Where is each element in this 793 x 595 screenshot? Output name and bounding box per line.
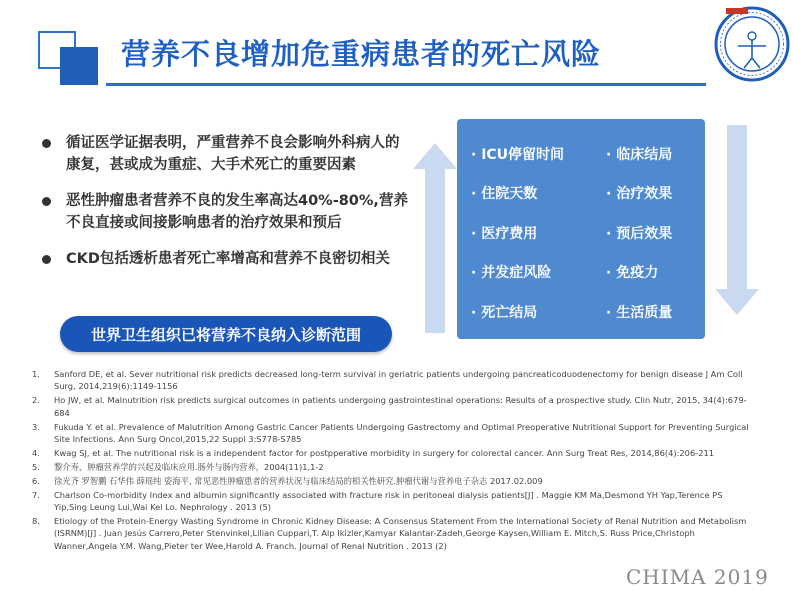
title-underline — [106, 83, 706, 86]
reference-number: 3. — [32, 421, 40, 432]
slide-title: 营养不良增加危重病患者的死亡风险 — [121, 37, 602, 71]
reference-text: Ho JW, et al. Malnutrition risk predicts surgical outcomes in patients undergoing gastrointestinal operations: Results of a prospective study. Clin Nutr, 2015, 34(4):679-684 — [54, 395, 747, 418]
up-arrow-icon — [413, 143, 457, 333]
outcome-item: · 预后效果 — [606, 226, 673, 242]
reference-number: 8. — [32, 515, 40, 526]
bullet-dot-icon — [42, 197, 51, 206]
outcome-item: · ICU停留时间 — [471, 147, 565, 163]
decorative-square-fill — [60, 47, 98, 85]
outcome-item: · 并发症风险 — [471, 265, 552, 281]
down-arrow-icon — [715, 125, 759, 315]
hospital-logo-icon — [712, 4, 792, 84]
reference-item — [32, 489, 752, 514]
outcome-item: · 临床结局 — [606, 147, 673, 163]
reference-item — [32, 447, 752, 459]
reference-text: Sanford DE, et al. Sever nutritional risk predicts decreased long-term survival in geriatric patients undergoing pancreaticoduodenectomy for benign disease J Am Coll Surg, 2014,219(6):1149-1156 — [54, 369, 743, 392]
reference-item — [32, 394, 752, 419]
reference-text: 黎介寿，肿瘤营养学的兴起及临床应用.肠外与肠内营养，2004(11)1,1-2 — [54, 461, 324, 472]
bullet-dot-icon — [42, 139, 51, 148]
bullet-item — [42, 190, 412, 234]
bullet-text: 恶性肿瘤患者营养不良的发生率高达40%-80%,营养不良直接或间接影响患者的治疗效果和预后 — [66, 193, 408, 231]
reference-text: Kwag SJ, et al. The nutritional risk is a independent factor for postpperative morbidity in surgery for colorectal cancer. Ann Surg Treat Res, 2014,86(4):206-211 — [54, 447, 715, 458]
reference-number: 7. — [32, 489, 40, 500]
reference-item — [32, 368, 752, 393]
reference-item — [32, 461, 752, 473]
outcome-item: · 免疫力 — [606, 265, 659, 281]
reference-number: 6. — [32, 475, 40, 486]
outcome-item: · 住院天数 — [471, 186, 538, 202]
footer-brand: CHIMA 2019 — [626, 565, 769, 589]
reference-text: Etiology of the Protein-Energy Wasting Syndrome in Chronic Kidney Disease: A Consensus Statement From the International Society of Renal Nutrition and Metabolism (ISRNM)[J] . Juan Jesús Carrero,Peter Stenvinkel,Lilian Cuppari,T. Alp Ikizler,Kamyar Kalantar-Zadeh,George Kaysen,William E. Mitch,S. Russ Price,Christoph Wanner,Angela Y.M. Wang,Pieter ter Wee,Harold A. Franch. Journal of Renal Nutrition . 2013 (2) — [54, 515, 747, 551]
reference-number: 5. — [32, 461, 40, 472]
bullet-item — [42, 248, 412, 270]
reference-number: 4. — [32, 447, 40, 458]
references-list — [32, 368, 752, 554]
outcomes-panel — [457, 119, 705, 339]
outcome-item: · 生活质量 — [606, 305, 673, 321]
reference-number: 1. — [32, 369, 40, 379]
reference-item — [32, 515, 752, 552]
who-banner: 世界卫生组织已将营养不良纳入诊断范围 — [60, 316, 392, 352]
bullet-dot-icon — [42, 255, 51, 264]
bullet-text: CKD包括透析患者死亡率增高和营养不良密切相关 — [66, 251, 390, 267]
bullet-list — [42, 132, 412, 284]
bullet-item — [42, 132, 412, 176]
reference-item — [32, 475, 752, 487]
reference-text: Charlson Co-morbidity Index and albumin significantly associated with fracture risk in peritoneal dialysis patients[J] . Maggie KM Ma,Desmond YH Yap,Terence PS Yip,Sing Leung Lui,Wai Kei Lo. Nephrology . 2013 (5) — [54, 489, 723, 513]
outcome-item: · 死亡结局 — [471, 305, 538, 321]
outcome-item: · 治疗效果 — [606, 186, 673, 202]
outcome-item: · 医疗费用 — [471, 226, 538, 242]
reference-number: 2. — [32, 395, 40, 406]
reference-text: Fukuda Y. et al. Prevalence of Malutrition Among Gastric Cancer Patients Undergoing Gastrectomy and Optimal Preoperative Nutritional Support for Preventing Surgical Site Infections. Ann Surg Oncol,2015,22 Suppl 3:S778-S785 — [54, 421, 749, 445]
reference-text: 徐光齐 罗智鹏 石华伟 薛瑶纯 姿海平, 常见恶性肿瘤患者的营养状况与临床结局的相关性研究.肿瘤代谢与营养电子杂志 2017.02.009 — [54, 475, 543, 486]
bullet-text: 循证医学证据表明，严重营养不良会影响外科病人的康复，甚或成为重症、大手术死亡的重要因素 — [66, 135, 400, 173]
reference-item — [32, 421, 752, 446]
